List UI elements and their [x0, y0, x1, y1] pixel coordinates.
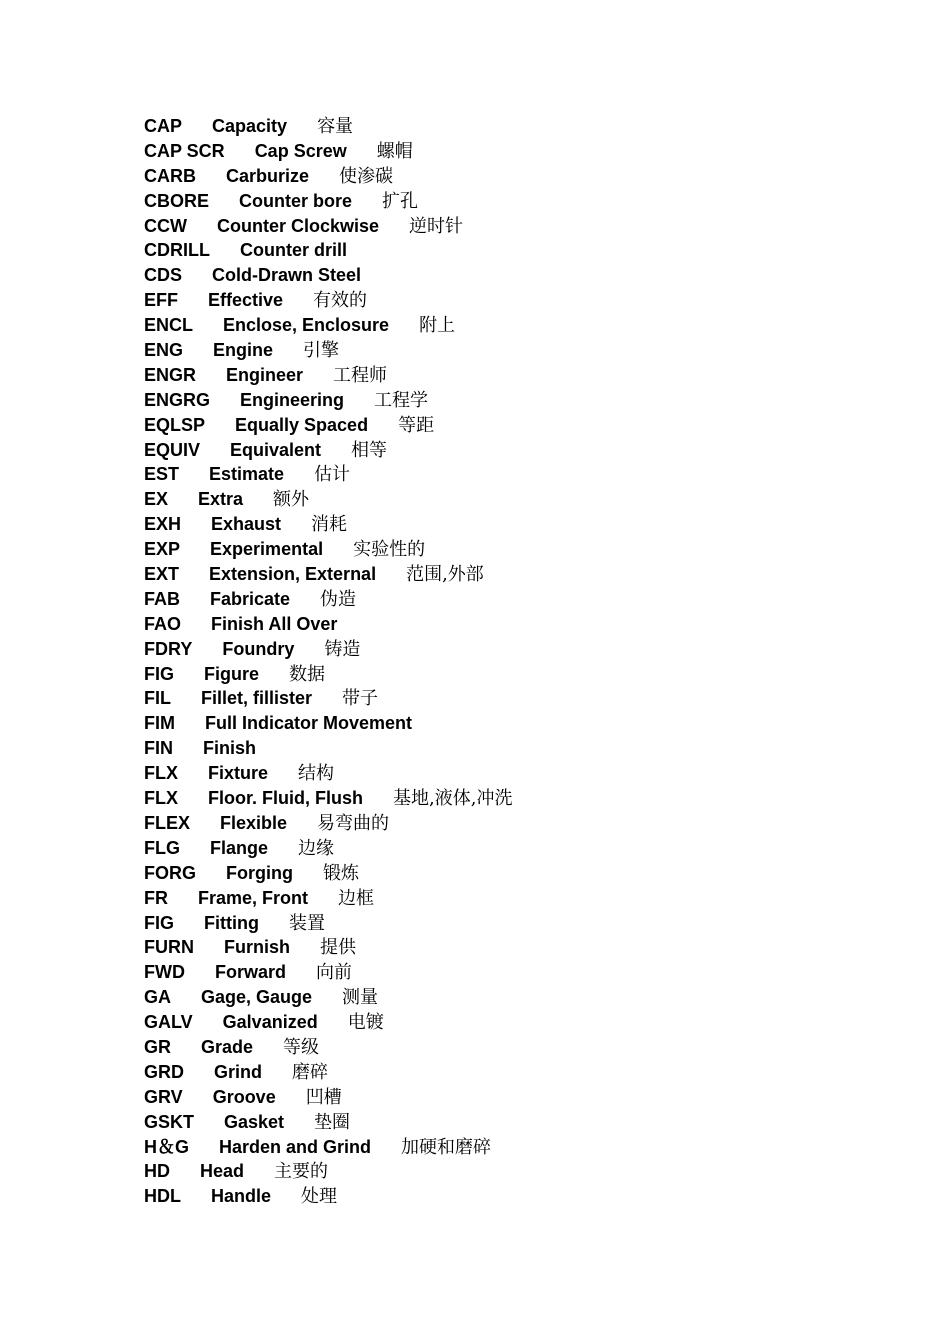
entry-abbreviation: H＆G: [144, 1136, 189, 1157]
glossary-entry: [144, 214, 904, 239]
glossary-entry: [144, 487, 904, 512]
entry-translation: 结构: [298, 763, 335, 785]
entry-abbreviation: GRD: [144, 1061, 184, 1082]
glossary-entry: [144, 562, 904, 587]
glossary-entry: [144, 886, 904, 911]
entry-term: Carburize: [226, 165, 310, 186]
entry-translation: 消耗: [311, 514, 348, 536]
entry-abbreviation: EFF: [144, 290, 178, 311]
entry-abbreviation: EXP: [144, 539, 181, 560]
entry-abbreviation: ENCL: [144, 315, 193, 336]
entry-abbreviation: FWD: [144, 962, 185, 983]
entry-term: Enclose, Enclosure: [223, 315, 390, 336]
entry-abbreviation: FURN: [144, 937, 194, 958]
entry-term: Equally Spaced: [235, 414, 369, 435]
glossary-entry: [144, 1110, 904, 1135]
entry-translation: 有效的: [313, 290, 368, 312]
entry-term: Cold-Drawn Steel: [212, 265, 362, 286]
entry-translation: 边框: [338, 887, 375, 909]
entry-abbreviation: EX: [144, 489, 169, 510]
entry-abbreviation: GALV: [144, 1012, 193, 1033]
entry-translation: 锻炼: [322, 862, 359, 884]
entry-translation: 电镀: [347, 1012, 384, 1034]
glossary-entry: [144, 139, 904, 164]
entry-abbreviation: FIM: [144, 713, 175, 734]
entry-term: Head: [200, 1161, 245, 1182]
glossary-entry: [144, 1135, 904, 1160]
glossary-entry: [144, 363, 904, 388]
entry-abbreviation: FIG: [144, 912, 174, 933]
entry-abbreviation: ENGR: [144, 364, 197, 385]
entry-term: Gasket: [224, 1111, 285, 1132]
entry-translation: 铸造: [324, 638, 361, 660]
entry-abbreviation: EXH: [144, 514, 182, 535]
entry-abbreviation: GR: [144, 1036, 171, 1057]
entry-abbreviation: FDRY: [144, 638, 193, 659]
glossary-entry: [144, 960, 904, 985]
glossary-entry: [144, 1035, 904, 1060]
entry-term: Flexible: [220, 812, 288, 833]
entry-term: Fillet, fillister: [201, 688, 313, 709]
entry-translation: 测量: [342, 987, 379, 1009]
entry-abbreviation: HDL: [144, 1186, 181, 1207]
entry-translation: 易弯曲的: [317, 812, 390, 834]
entry-translation: 提供: [320, 937, 356, 959]
entry-translation: 额外: [273, 489, 310, 511]
entry-term: Capacity: [212, 116, 288, 136]
glossary-entry: [144, 911, 904, 936]
glossary-entry: [144, 861, 904, 886]
entry-term: Finish All Over: [211, 613, 338, 634]
entry-abbreviation: EST: [144, 464, 180, 485]
entry-term: Galvanized: [222, 1012, 318, 1033]
glossary-entry: [144, 238, 904, 263]
glossary-entry: [144, 537, 904, 562]
entry-abbreviation: CCW: [144, 215, 187, 236]
glossary-entry: [144, 686, 904, 711]
entry-translation: 估计: [314, 464, 351, 486]
glossary-entry: [144, 438, 904, 463]
entry-term: Engine: [213, 340, 274, 361]
glossary-entry: [144, 662, 904, 687]
entry-abbreviation: CDRILL: [144, 240, 210, 261]
glossary-entry: [144, 114, 904, 139]
entry-translation: 垫圈: [314, 1111, 351, 1133]
entry-term: Counter bore: [239, 190, 353, 211]
entry-translation: 带子: [342, 688, 379, 710]
glossary-entry: [144, 736, 904, 761]
entry-term: Forging: [226, 862, 293, 883]
entry-term: Extra: [198, 489, 244, 510]
glossary-entry: [144, 413, 904, 438]
entry-term: Counter drill: [240, 240, 347, 261]
entry-term: Experimental: [210, 539, 324, 560]
entry-abbreviation: CAP SCR: [144, 140, 225, 161]
glossary-entry: [144, 164, 904, 189]
entry-translation: 磨碎: [292, 1061, 328, 1083]
entry-term: Engineer: [226, 364, 304, 385]
entry-abbreviation: FAB: [144, 588, 180, 609]
entry-abbreviation: FLG: [144, 837, 180, 858]
entry-term: Gage, Gauge: [201, 987, 313, 1008]
glossary-entry: [144, 512, 904, 537]
entry-translation: 处理: [301, 1186, 338, 1208]
entry-term: Handle: [211, 1186, 272, 1207]
glossary-entry: [144, 637, 904, 662]
entry-translation: 向前: [316, 962, 352, 984]
entry-abbreviation: FIL: [144, 688, 171, 709]
entry-term: Cap Screw: [254, 140, 347, 161]
entry-term: Figure: [204, 663, 260, 684]
entry-abbreviation: HD: [144, 1161, 170, 1182]
entry-abbreviation: GA: [144, 987, 171, 1008]
entry-abbreviation: EXT: [144, 564, 180, 585]
glossary-entry: [144, 612, 904, 637]
entry-abbreviation: FLEX: [144, 812, 191, 833]
entry-abbreviation: GRV: [144, 1086, 183, 1107]
glossary-entry: [144, 587, 904, 612]
entry-translation: 数据: [289, 663, 326, 685]
entry-translation: 等级: [283, 1036, 320, 1058]
abbreviation-list: [144, 114, 904, 1209]
entry-term: Exhaust: [211, 514, 282, 535]
glossary-entry: [144, 836, 904, 861]
glossary-entry: [144, 462, 904, 487]
entry-abbreviation: FORG: [144, 862, 196, 883]
entry-term: Fabricate: [210, 588, 291, 609]
entry-term: Groove: [212, 1086, 276, 1107]
glossary-entry: [144, 811, 904, 836]
entry-abbreviation: FLX: [144, 763, 178, 784]
entry-translation: 加硬和磨碎: [401, 1136, 492, 1158]
glossary-entry: [144, 189, 904, 214]
entry-term: Flange: [210, 837, 269, 858]
entry-translation: 容量: [317, 116, 354, 137]
entry-translation: 螺帽: [376, 140, 413, 162]
entry-term: Floor. Fluid, Flush: [208, 788, 363, 809]
entry-translation: 装置: [288, 912, 325, 934]
entry-abbreviation: FIN: [144, 738, 173, 759]
entry-term: Grind: [214, 1061, 262, 1082]
entry-translation: 等距: [398, 414, 435, 436]
entry-abbreviation: FAO: [144, 613, 182, 634]
entry-term: Fitting: [204, 912, 259, 933]
glossary-entry: [144, 1010, 904, 1035]
entry-translation: 扩孔: [382, 190, 419, 212]
entry-abbreviation: FR: [144, 887, 168, 908]
entry-term: Estimate: [209, 464, 285, 485]
glossary-entry: [144, 263, 904, 288]
entry-abbreviation: CDS: [144, 265, 183, 286]
entry-translation: 工程学: [374, 389, 429, 411]
entry-term: Foundry: [222, 638, 295, 659]
glossary-entry: [144, 1060, 904, 1085]
entry-translation: 逆时针: [409, 215, 464, 237]
glossary-entry: [144, 313, 904, 338]
entry-abbreviation: FIG: [144, 663, 174, 684]
entry-translation: 工程师: [333, 364, 388, 386]
entry-translation: 主要的: [274, 1161, 329, 1183]
entry-translation: 引擎: [303, 340, 340, 362]
entry-translation: 使渗碳: [339, 165, 394, 187]
entry-translation: 凹槽: [305, 1086, 342, 1108]
entry-term: Fixture: [208, 763, 269, 784]
entry-abbreviation: ENG: [144, 340, 184, 361]
glossary-entry: [144, 338, 904, 363]
entry-translation: 相等: [351, 439, 388, 461]
glossary-entry: [144, 786, 904, 811]
entry-term: Harden and Grind: [219, 1136, 372, 1157]
glossary-entry: [144, 761, 904, 786]
entry-term: Equivalent: [230, 439, 322, 460]
entry-term: Extension, External: [209, 564, 377, 585]
entry-term: Full Indicator Movement: [205, 713, 413, 734]
glossary-entry: [144, 1159, 904, 1184]
entry-translation: 伪造: [320, 588, 357, 610]
glossary-entry: [144, 1085, 904, 1110]
entry-term: Counter Clockwise: [217, 215, 380, 236]
glossary-entry: [144, 935, 904, 960]
entry-term: Furnish: [224, 937, 290, 958]
glossary-entry: [144, 711, 904, 736]
entry-term: Forward: [214, 962, 286, 983]
glossary-entry: [144, 388, 904, 413]
entry-translation: 范围,外部: [406, 564, 484, 586]
entry-abbreviation: FLX: [144, 788, 178, 809]
entry-abbreviation: CBORE: [144, 190, 210, 211]
entry-translation: 附上: [419, 315, 456, 337]
entry-abbreviation: CARB: [144, 165, 196, 186]
entry-translation: 基地,液体,冲洗: [393, 788, 513, 810]
entry-translation: 实验性的: [353, 539, 426, 561]
glossary-entry: [144, 288, 904, 313]
entry-abbreviation: ENGRG: [144, 389, 211, 410]
entry-translation: 边缘: [298, 837, 335, 859]
entry-term: Finish: [203, 738, 256, 759]
entry-term: Frame, Front: [198, 887, 309, 908]
entry-abbreviation: EQUIV: [144, 439, 201, 460]
entry-term: Engineering: [240, 389, 345, 410]
glossary-entry: [144, 985, 904, 1010]
entry-term: Effective: [208, 290, 284, 311]
entry-abbreviation: EQLSP: [144, 414, 206, 435]
entry-abbreviation: CAP: [144, 116, 183, 136]
glossary-entry: [144, 1184, 904, 1209]
entry-abbreviation: GSKT: [144, 1111, 195, 1132]
entry-term: Grade: [201, 1036, 254, 1057]
